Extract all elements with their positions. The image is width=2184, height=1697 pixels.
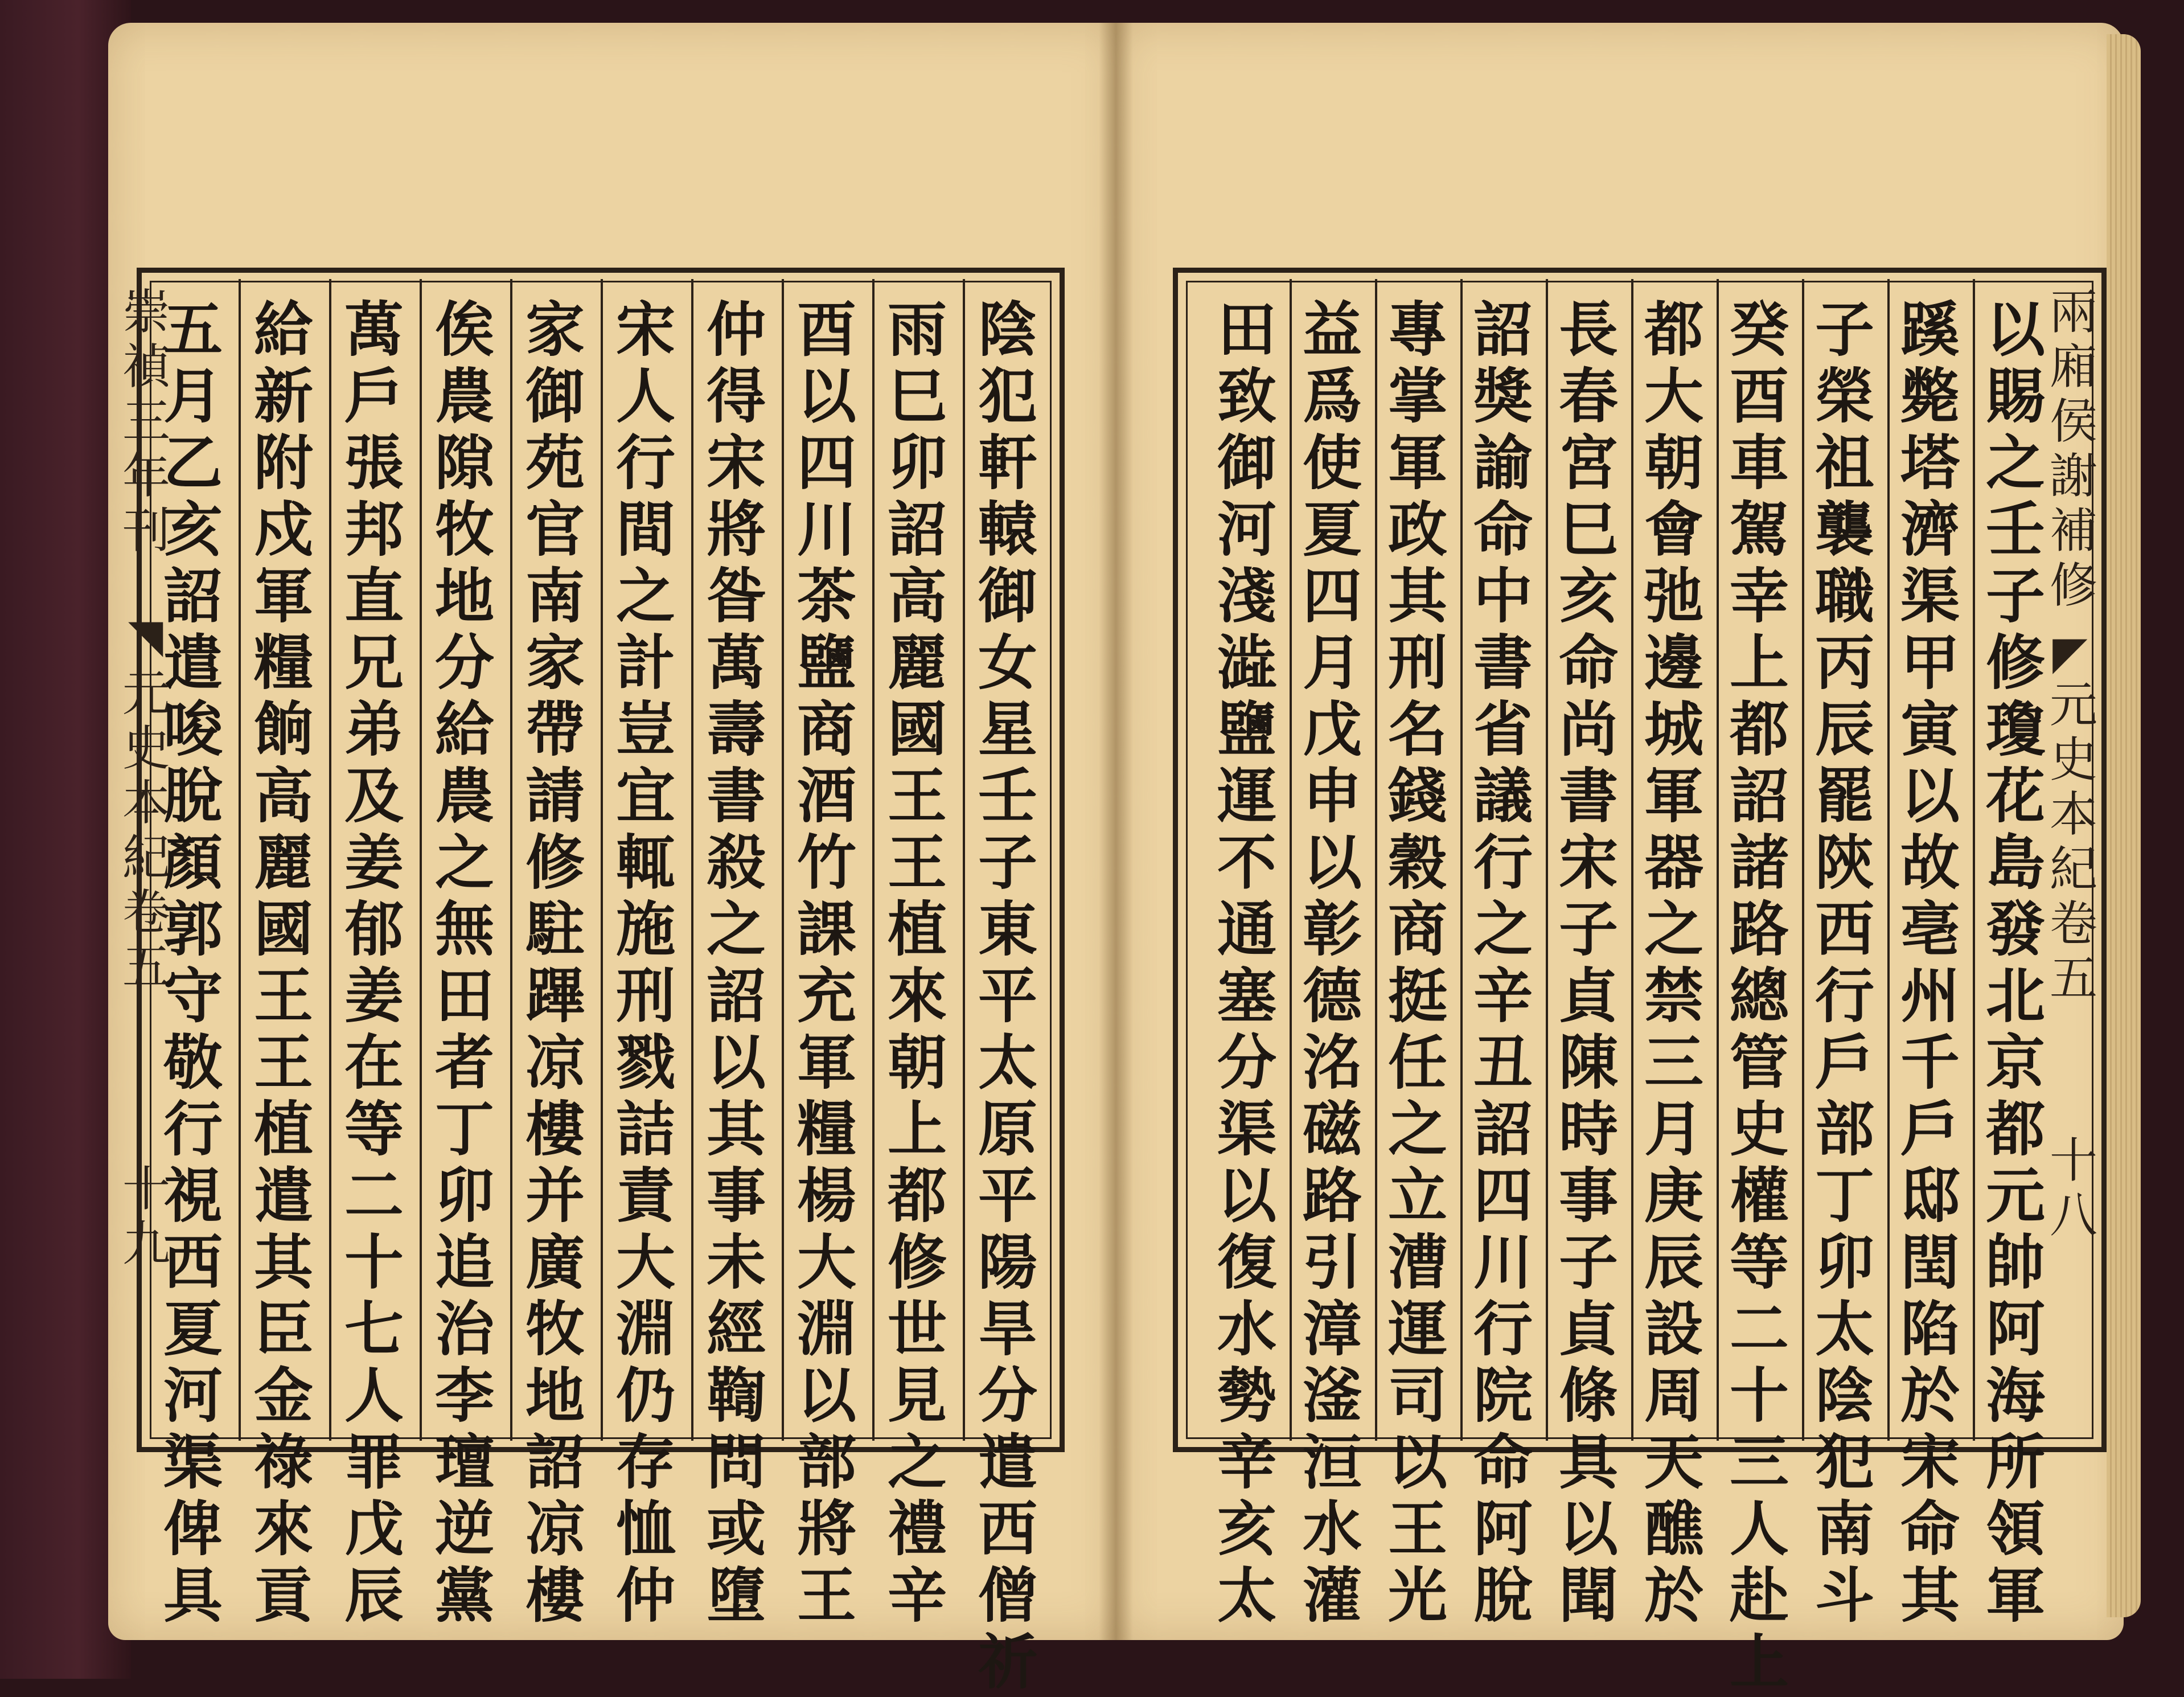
right-text-column: 蹊 斃 塔 濟 渠 甲 寅 以 故 亳 州 千 戶 邸 閏 陷 於 宋 命 其 xyxy=(1900,294,1960,1630)
left-banner-top-text: 崇 禎 三 年 刊 xyxy=(122,284,171,559)
left-text-column: 酉 以 四 川 茶 鹽 商 酒 竹 課 充 軍 糧 楊 大 淵 以 部 將 王 xyxy=(797,294,856,1630)
left-text-column: 俟 農 隙 牧 地 分 給 農 之 無 田 者 丁 卯 追 治 李 璮 逆 黨 xyxy=(434,294,494,1630)
right-text-column-rule xyxy=(1290,279,1292,1441)
right-text-column: 以 賜 之 壬 子 修 瓊 花 島 發 北 京 都 元 帥 阿 海 所 領 軍 xyxy=(1985,294,2045,1630)
left-text-column: 仲 得 宋 將 昝 萬 壽 書 殺 之 詔 以 其 事 未 經 鞫 問 或 墮 xyxy=(706,294,766,1630)
right-banner-bottom xyxy=(2050,678,2097,1006)
right-folio xyxy=(2050,1133,2097,1243)
left-text-column-rule xyxy=(691,279,693,1441)
right-text-column-rule xyxy=(1973,279,1975,1441)
left-text-column: 雨 巳 卯 詔 高 麗 國 王 王 植 來 朝 上 都 修 世 見 之 禮 辛 xyxy=(887,294,947,1630)
right-folio-text: 十 八 xyxy=(2050,1133,2098,1243)
left-text-column: 宋 人 行 間 之 計 豈 宜 輒 施 刑 戮 詰 責 大 淵 仍 存 恤 仲 xyxy=(615,294,675,1630)
right-text-column: 都 大 朝 會 弛 邊 城 軍 器 之 禁 三 月 庚 辰 設 周 天 醮 於 xyxy=(1644,294,1703,1630)
left-text-column: 家 御 苑 官 南 家 帶 請 修 駐 蹕 凉 樓 并 廣 牧 地 詔 凉 樓 xyxy=(525,294,585,1630)
right-banner-bottom-text: 元 史 本 紀 卷 五 xyxy=(2050,677,2098,1006)
left-text-column-rule xyxy=(329,279,331,1441)
right-text-column: 長 春 宮 巳 亥 命 尚 書 宋 子 貞 陳 時 事 子 貞 條 具 以 聞 xyxy=(1558,294,1618,1630)
right-text-column: 子 榮 祖 襲 職 丙 辰 罷 陝 西 行 戶 部 丁 卯 太 陰 犯 南 斗 xyxy=(1814,294,1874,1630)
book-gutter xyxy=(1099,23,1133,1640)
left-banner-bottom-text: 元 史 本 紀 卷 五 xyxy=(122,666,171,995)
right-text-column-rule xyxy=(1460,279,1463,1441)
right-text-column-rule xyxy=(1546,279,1548,1441)
left-folio-text: 十 九 xyxy=(122,1161,171,1272)
page-edges xyxy=(2107,34,2141,1617)
right-banner-top-text: 兩 廂 侯 謝 補 修 xyxy=(2050,284,2098,613)
left-text-column-rule xyxy=(239,279,241,1441)
fish-tail-icon: ◥ xyxy=(128,609,163,662)
left-text-column-rule xyxy=(963,279,965,1441)
right-text-column-rule xyxy=(1631,279,1633,1441)
right-text-column-rule xyxy=(1887,279,1890,1441)
right-text-column: 田 致 御 河 淺 澁 鹽 運 不 通 塞 分 渠 以 復 水 勢 辛 亥 太 xyxy=(1217,294,1276,1630)
right-text-column-rule xyxy=(1375,279,1377,1441)
left-text-column-rule xyxy=(782,279,784,1441)
fish-tail-icon: ◤ xyxy=(2052,626,2088,679)
left-text-column-rule xyxy=(420,279,422,1441)
left-text-column: 五 月 乙 亥 詔 遣 唆 脫 顏 郭 守 敬 行 視 西 夏 河 渠 俾 具 xyxy=(163,294,223,1630)
right-text-column-rule xyxy=(1802,279,1804,1441)
right-text-column: 專 掌 軍 政 其 刑 名 錢 穀 商 挺 任 之 立 漕 運 司 以 王 光 xyxy=(1387,294,1447,1630)
right-text-column: 詔 獎 諭 命 中 書 省 議 行 之 辛 丑 詔 四 川 行 院 命 阿 脫 xyxy=(1473,294,1533,1630)
right-banner-top xyxy=(2050,285,2097,613)
left-text-column-rule xyxy=(872,279,875,1441)
left-text-column-rule xyxy=(510,279,512,1441)
right-text-column: 癸 酉 車 駕 幸 上 都 詔 諸 路 總 管 史 權 等 二 十 三 人 赴 上 xyxy=(1729,294,1789,1697)
right-text-column: 益 爲 使 夏 四 月 戊 申 以 彰 德 洺 磁 路 引 漳 滏 洹 水 灌 xyxy=(1302,294,1362,1630)
left-text-column: 陰 犯 軒 轅 御 女 星 壬 子 東 平 太 原 平 陽 旱 分 遣 西 僧 祈 xyxy=(978,294,1037,1697)
right-text-column-rule xyxy=(1717,279,1719,1441)
left-text-column: 萬 戶 張 邦 直 兄 弟 及 姜 郁 姜 在 等 二 十 七 人 罪 戊 辰 xyxy=(344,294,404,1630)
left-text-column: 給 新 附 戍 軍 糧 餉 高 麗 國 王 王 植 遣 其 臣 金 祿 來 貢 xyxy=(253,294,313,1630)
left-text-column-rule xyxy=(601,279,603,1441)
